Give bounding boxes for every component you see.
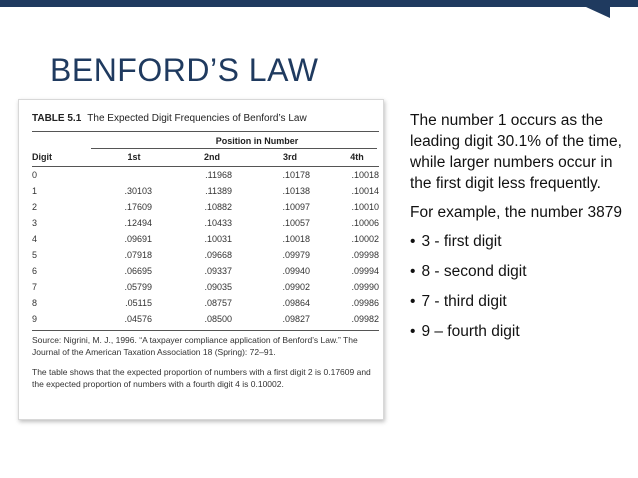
table-cell: .09337 [204,266,232,276]
table-cell: .09691 [124,234,152,244]
table-cell: .09902 [282,282,310,292]
list-item [410,261,625,282]
bullet-icon: • [410,233,416,250]
list-item [410,231,625,252]
table-cell: 2 [32,202,38,212]
table-row [32,170,379,186]
table-cell: .10057 [282,218,310,228]
table-row [32,298,379,314]
column-header: 1st [127,152,141,162]
column-header: 4th [350,152,364,162]
table-header-row [32,152,379,166]
table-cell: 8 [32,298,38,308]
column-header: 3rd [282,152,297,162]
table-cell: .11968 [205,170,232,180]
table-cell: .09979 [282,250,310,260]
table-row [32,202,379,218]
table-cell: .06695 [124,266,152,276]
column-header: Digit [32,152,52,162]
table-source: Source: Nigrini, M. J., 1996. “A taxpayer compliance application of Benford’s Law.” The Journal of the American Taxation Association 18 (Spring): 72–91. [32,335,358,357]
table-cell: .09035 [204,282,232,292]
table-row [32,186,379,202]
table-cell: .10010 [351,202,379,212]
table-cell: 4 [32,234,38,244]
table-cell: .09827 [282,314,310,324]
table-row [32,282,379,298]
table-cell: .10882 [204,202,232,212]
table-cell: .10006 [351,218,379,228]
table-cell: .09864 [282,298,310,308]
column-header: 2nd [203,152,220,162]
bullet-icon: • [410,293,416,310]
list-item [410,291,625,312]
table-cell: 5 [32,250,38,260]
table-row [32,314,379,330]
table-label: TABLE 5.1 [32,113,82,124]
table-cell: .10002 [351,234,379,244]
table-cell: .09994 [351,266,379,276]
paragraph-example: For example, the number 3879 [410,204,622,221]
table-cell: .10018 [282,234,310,244]
table-row [32,266,379,282]
table-title: The Expected Digit Frequencies of Benford’s Law [87,113,307,124]
table-cell: .04576 [124,314,152,324]
table-cell: .07918 [124,250,152,260]
list-item-text: 8 - second digit [421,263,527,280]
table-cell: .08757 [204,298,232,308]
table-cell: .10178 [282,170,310,180]
table-rule [32,330,379,331]
bullet-icon: • [410,263,416,280]
table-note: The table shows that the expected proportion of numbers with a first digit 2 is 0.17609 and the expected proportion of numbers with a fourth digit 4 is 0.10002. [32,367,371,389]
table-cell: .08500 [204,314,232,324]
table-cell: .30103 [124,186,152,196]
slide-title: BENFORD’S LAW [50,52,319,88]
table-cell: 3 [32,218,38,228]
list-item-text: 3 - first digit [421,233,502,250]
table-cell: .09982 [351,314,379,324]
top-accent-bar [0,0,638,7]
table-cell: .09990 [351,282,379,292]
bullet-icon: • [410,323,416,340]
list-item-text: 9 – fourth digit [421,323,520,340]
table-cell: 1 [32,186,38,196]
list-item-text: 7 - third digit [421,293,507,310]
table-cell: .10018 [351,170,379,180]
table-rule [32,166,379,167]
table-cell: 7 [32,282,38,292]
table-rule [32,131,379,132]
list-item [410,321,625,342]
table-cell: .10097 [282,202,310,212]
table-cell: .10433 [204,218,232,228]
table-cell: .10031 [204,234,232,244]
table-caption [32,113,307,124]
position-header: Position in Number [215,136,299,146]
table-cell: .09668 [204,250,232,260]
table-row [32,234,379,250]
explanation-text [410,110,625,351]
table-cell: .05115 [125,298,152,308]
table-cell: 6 [32,266,38,276]
table-cell: .05799 [124,282,152,292]
table-cell: 0 [32,170,38,180]
table-cell: .12494 [124,218,152,228]
table-cell: .17609 [124,202,152,212]
table-cell: .10014 [351,186,379,196]
table-rule [91,148,377,149]
table-cell: 9 [32,314,38,324]
table-cell: .09986 [351,298,379,308]
table-row [32,218,379,234]
table-row [32,250,379,266]
corner-tab-decoration [586,7,610,18]
digit-bullet-list [410,231,625,342]
paragraph-intro: The number 1 occurs as the leading digit 30.1% of the time, while larger numbers occur in the first digit less frequently. [410,112,622,192]
table-cell: .11389 [205,186,232,196]
table-figure [18,99,384,420]
table-cell: .10138 [282,186,310,196]
table-cell: .09998 [351,250,379,260]
table-cell: .09940 [282,266,310,276]
